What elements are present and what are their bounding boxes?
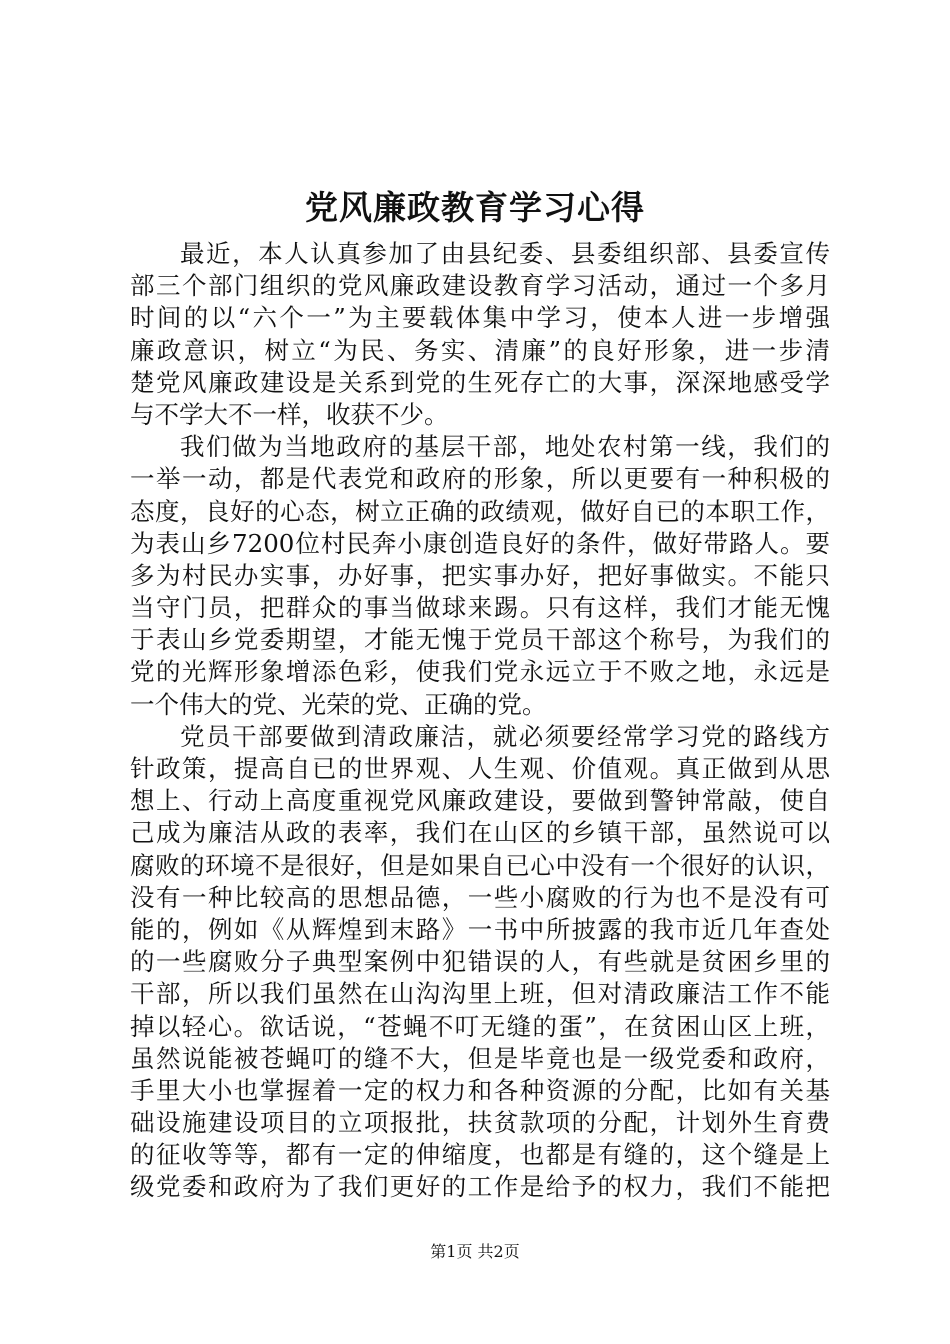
text-line: 想上、行动上高度重视党风廉政建设，要做到警钟常敲，使自 (130, 786, 830, 816)
text-line: 虽然说能被苍蝇叮的缝不大，但是毕竟也是一级党委和政府， (130, 1043, 830, 1073)
text-line: 楚党风廉政建设是关系到党的生死存亡的大事，深深地感受学 (130, 367, 830, 397)
text-line: 针政策，提高自已的世界观、人生观、价值观。真正做到从思 (130, 754, 830, 783)
text-line: 腐败的环境不是很好，但是如果自已心中没有一个很好的认识， (130, 850, 830, 880)
text-line: 一个伟大的党、光荣的党、正确的党。 (130, 689, 547, 719)
document-body (130, 238, 830, 1204)
text-line: 于表山乡党委期望，才能无愧于党员干部这个称号，为我们的 (130, 625, 830, 655)
text-line: 为表山乡7200位村民奔小康创造良好的条件，做好带路人。要 (130, 528, 830, 558)
text-line: 最近，本人认真参加了由县纪委、县委组织部、县委宣传 (180, 239, 830, 268)
text-line: 我们做为当地政府的基层干部，地处农村第一线，我们的 (180, 432, 830, 462)
page-number: 第1页 共2页 (430, 1242, 520, 1261)
text-line: 能的，例如《从辉煌到末路》一书中所披露的我市近几年查处 (130, 914, 830, 944)
text-line: 一举一动，都是代表党和政府的形象，所以更要有一种积极的 (130, 464, 830, 494)
text-line: 干部，所以我们虽然在山沟沟里上班，但对清政廉洁工作不能 (130, 979, 830, 1009)
text-line: 础设施建设项目的立项报批，扶贫款项的分配，计划外生育费 (130, 1108, 830, 1138)
text-line: 部三个部门组织的党风廉政建设教育学习活动，通过一个多月 (130, 271, 830, 301)
text-line: 廉政意识，树立“为民、务实、清廉”的良好形象，进一步清 (130, 335, 830, 365)
page-title: 党风廉政教育学习心得 (305, 188, 645, 227)
text-line: 多为村民办实事，办好事，把实事办好，把好事做实。不能只 (130, 560, 830, 590)
text-line: 手里大小也掌握着一定的权力和各种资源的分配，比如有关基 (130, 1075, 830, 1105)
text-line: 级党委和政府为了我们更好的工作是给予的权力，我们不能把 (130, 1172, 830, 1202)
text-line: 己成为廉洁从政的表率，我们在山区的乡镇干部，虽然说可以 (130, 818, 830, 848)
text-line: 态度，良好的心态，树立正确的政绩观，做好自已的本职工作， (130, 496, 830, 526)
text-line: 没有一种比较高的思想品德，一些小腐败的行为也不是没有可 (130, 882, 830, 912)
text-line: 掉以轻心。欲话说，“苍蝇不叮无缝的蛋”，在贫困山区上班， (130, 1011, 830, 1041)
text-line: 时间的以“六个一”为主要载体集中学习，使本人进一步增强 (130, 303, 830, 333)
text-line: 党的光辉形象增添色彩，使我们党永远立于不败之地，永远是 (130, 657, 830, 687)
text-line: 党员干部要做到清政廉洁，就必须要经常学习党的路线方 (180, 721, 830, 751)
text-line: 的征收等等，都有一定的伸缩度，也都是有缝的，这个缝是上 (130, 1140, 830, 1170)
text-line: 的一些腐败分子典型案例中犯错误的人，有些就是贫困乡里的 (130, 947, 830, 977)
text-line: 与不学大不一样，收获不少。 (130, 399, 449, 429)
text-line: 当守门员，把群众的事当做球来踢。只有这样，我们才能无愧 (130, 593, 830, 623)
